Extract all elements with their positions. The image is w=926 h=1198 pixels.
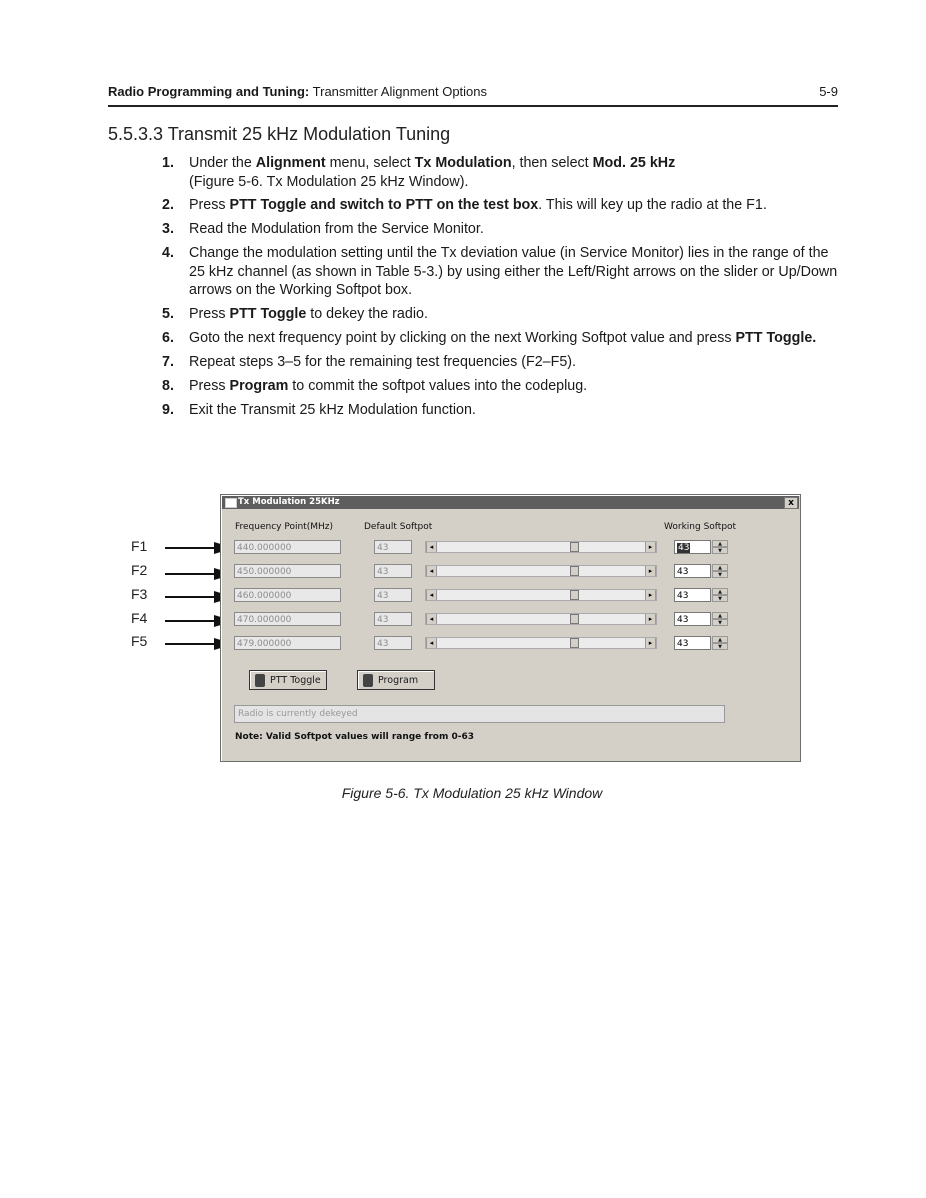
softpot-spinner[interactable] xyxy=(712,564,728,579)
slider-thumb[interactable] xyxy=(570,566,579,576)
program-label: Program xyxy=(378,675,419,686)
slider-thumb[interactable] xyxy=(570,638,579,648)
softpot-spinner[interactable] xyxy=(712,612,728,627)
note-text: Note: Valid Softpot values will range from 0-63 xyxy=(235,732,474,742)
step-7: 7. Repeat steps 3–5 for the remaining test frequencies (F2–F5). xyxy=(162,353,577,370)
page-header xyxy=(108,83,838,107)
f2-label: F2 xyxy=(131,562,148,578)
slider-left-arrow-icon[interactable]: ◂ xyxy=(426,614,437,624)
frequency-field: 470.000000 xyxy=(234,612,341,626)
running-head: Radio Programming and Tuning: Transmitter Alignment Options xyxy=(108,84,488,99)
frequency-column-header: Frequency Point(MHz) xyxy=(235,522,333,532)
default-softpot-field: 43 xyxy=(374,636,412,650)
softpot-slider[interactable] xyxy=(425,613,657,625)
softpot-slider[interactable] xyxy=(425,541,657,553)
softpot-spinner[interactable] xyxy=(712,540,728,555)
window-icon xyxy=(225,498,237,508)
working-column-header: Working Softpot xyxy=(664,522,737,532)
step-8: 8. Press Program to commit the softpot values into the codeplug. xyxy=(162,377,588,394)
f1-label: F1 xyxy=(131,538,148,554)
spin-up-icon[interactable]: ▲ xyxy=(712,588,728,595)
default-softpot-field: 43 xyxy=(374,588,412,602)
dialog-titlebar[interactable] xyxy=(222,496,799,509)
ptt-toggle-button[interactable] xyxy=(249,670,327,690)
softpot-slider[interactable] xyxy=(425,637,657,649)
spin-down-icon[interactable]: ▼ xyxy=(712,595,728,602)
softpot-spinner[interactable] xyxy=(712,636,728,651)
steps-list xyxy=(162,154,842,425)
default-softpot-field: 43 xyxy=(374,564,412,578)
default-column-header: Default Softpot xyxy=(364,522,433,532)
working-softpot-input[interactable]: 43 xyxy=(674,540,711,554)
spin-up-icon[interactable]: ▲ xyxy=(712,636,728,643)
softpot-slider[interactable] xyxy=(425,565,657,577)
step-2: 2. Press PTT Toggle and switch to PTT on the test box. This will key up the radio at the F1. xyxy=(162,197,767,214)
slider-right-arrow-icon[interactable]: ▸ xyxy=(645,542,656,552)
slider-right-arrow-icon[interactable]: ▸ xyxy=(645,638,656,648)
frequency-field: 440.000000 xyxy=(234,540,341,554)
radio-icon xyxy=(255,674,265,687)
slider-thumb[interactable] xyxy=(570,542,579,552)
slider-left-arrow-icon[interactable]: ◂ xyxy=(426,566,437,576)
spin-down-icon[interactable]: ▼ xyxy=(712,547,728,554)
f4-label: F4 xyxy=(131,610,148,626)
slider-left-arrow-icon[interactable]: ◂ xyxy=(426,590,437,600)
ptt-toggle-label: PTT Toggle xyxy=(270,675,321,686)
radio-icon xyxy=(363,674,373,687)
default-softpot-field: 43 xyxy=(374,540,412,554)
frequency-field: 479.000000 xyxy=(234,636,341,650)
frequency-field: 460.000000 xyxy=(234,588,341,602)
slider-right-arrow-icon[interactable]: ▸ xyxy=(645,614,656,624)
slider-thumb[interactable] xyxy=(570,590,579,600)
slider-left-arrow-icon[interactable]: ◂ xyxy=(426,542,437,552)
page-number: 5-9 xyxy=(819,84,838,99)
spin-up-icon[interactable]: ▲ xyxy=(712,540,728,547)
working-softpot-input[interactable]: 43 xyxy=(674,564,711,578)
spin-down-icon[interactable]: ▼ xyxy=(712,619,728,626)
spin-down-icon[interactable]: ▼ xyxy=(712,571,728,578)
f3-label: F3 xyxy=(131,586,148,602)
step-3: 3. Read the Modulation from the Service Monitor. xyxy=(162,221,484,238)
program-button[interactable] xyxy=(357,670,435,690)
step-1: 1. Under the Alignment menu, select Tx Modulation, then select Mod. 25 kHz (Figure 5-6. Tx Modulation 25 kHz Window). xyxy=(162,155,676,190)
spin-up-icon[interactable]: ▲ xyxy=(712,564,728,571)
working-softpot-input[interactable]: 43 xyxy=(674,612,711,626)
status-field: Radio is currently dekeyed xyxy=(234,705,725,723)
slider-right-arrow-icon[interactable]: ▸ xyxy=(645,590,656,600)
tx-modulation-dialog xyxy=(220,494,801,762)
step-5: 5. Press PTT Toggle to dekey the radio. xyxy=(162,306,428,323)
dialog-title: Tx Modulation 25KHz xyxy=(238,497,340,507)
slider-left-arrow-icon[interactable]: ◂ xyxy=(426,638,437,648)
section-title: 5.5.3.3 Transmit 25 kHz Modulation Tuning xyxy=(108,124,451,144)
softpot-spinner[interactable] xyxy=(712,588,728,603)
working-softpot-input[interactable]: 43 xyxy=(674,588,711,602)
frequency-field: 450.000000 xyxy=(234,564,341,578)
close-button[interactable]: x xyxy=(784,497,798,509)
f5-label: F5 xyxy=(131,633,148,649)
step-9: 9. Exit the Transmit 25 kHz Modulation function. xyxy=(162,401,476,418)
softpot-slider[interactable] xyxy=(425,589,657,601)
slider-thumb[interactable] xyxy=(570,614,579,624)
step-6: 6. Goto the next frequency point by clicking on the next Working Softpot value and press PTT Toggle. xyxy=(162,329,817,346)
working-softpot-input[interactable]: 43 xyxy=(674,636,711,650)
spin-up-icon[interactable]: ▲ xyxy=(712,612,728,619)
default-softpot-field: 43 xyxy=(374,612,412,626)
spin-down-icon[interactable]: ▼ xyxy=(712,643,728,650)
step-4: 4. Change the modulation setting until the Tx deviation value (in Service Monitor) lies in the range of the 25 kHz channel (as shown in Table 5-3.) by using either the Left/Right arrows on the slider or Up/Down arrows on the Working Softpot box. xyxy=(162,245,838,299)
slider-right-arrow-icon[interactable]: ▸ xyxy=(645,566,656,576)
figure-caption: Figure 5-6. Tx Modulation 25 kHz Window xyxy=(341,785,603,801)
